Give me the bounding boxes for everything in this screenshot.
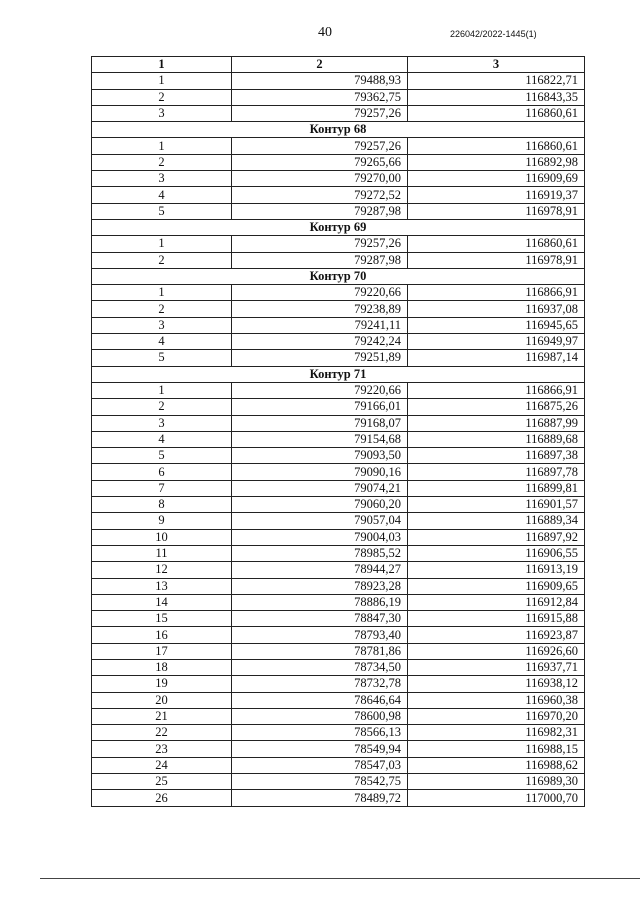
table-row <box>92 301 585 317</box>
column-header-number: 1 <box>92 57 232 73</box>
table-row <box>92 741 585 757</box>
section-label: Контур 69 <box>92 219 585 235</box>
point-number-cell: 1 <box>92 236 232 252</box>
y-coordinate-cell: 116875,26 <box>408 399 585 415</box>
point-number-cell: 5 <box>92 350 232 366</box>
point-number-cell: 24 <box>92 757 232 773</box>
table-row <box>92 757 585 773</box>
x-coordinate-cell: 79154,68 <box>232 431 408 447</box>
x-coordinate-cell: 78600,98 <box>232 708 408 724</box>
section-label: Контур 68 <box>92 122 585 138</box>
table-row <box>92 464 585 480</box>
x-coordinate-cell: 78985,52 <box>232 545 408 561</box>
document-id: 226042/2022-1445(1) <box>450 29 537 39</box>
table-row <box>92 448 585 464</box>
point-number-cell: 4 <box>92 334 232 350</box>
table-row <box>92 317 585 333</box>
point-number-cell: 25 <box>92 774 232 790</box>
point-number-cell: 1 <box>92 73 232 89</box>
x-coordinate-cell: 79090,16 <box>232 464 408 480</box>
table-row <box>92 171 585 187</box>
point-number-cell: 5 <box>92 448 232 464</box>
point-number-cell: 2 <box>92 252 232 268</box>
point-number-cell: 16 <box>92 627 232 643</box>
table-row <box>92 594 585 610</box>
point-number-cell: 2 <box>92 301 232 317</box>
footer-divider <box>40 878 640 879</box>
x-coordinate-cell: 79242,24 <box>232 334 408 350</box>
point-number-cell: 3 <box>92 105 232 121</box>
x-coordinate-cell: 78732,78 <box>232 676 408 692</box>
y-coordinate-cell: 116919,37 <box>408 187 585 203</box>
table-row <box>92 529 585 545</box>
page-number: 40 <box>318 25 332 40</box>
y-coordinate-cell: 116899,81 <box>408 480 585 496</box>
table-row <box>92 676 585 692</box>
table-row <box>92 252 585 268</box>
table-row <box>92 89 585 105</box>
y-coordinate-cell: 116887,99 <box>408 415 585 431</box>
y-coordinate-cell: 116909,65 <box>408 578 585 594</box>
y-coordinate-cell: 116989,30 <box>408 774 585 790</box>
y-coordinate-cell: 116938,12 <box>408 676 585 692</box>
y-coordinate-cell: 116978,91 <box>408 252 585 268</box>
x-coordinate-cell: 78542,75 <box>232 774 408 790</box>
x-coordinate-cell: 79220,66 <box>232 285 408 301</box>
point-number-cell: 4 <box>92 431 232 447</box>
y-coordinate-cell: 116866,91 <box>408 382 585 398</box>
point-number-cell: 3 <box>92 415 232 431</box>
x-coordinate-cell: 79166,01 <box>232 399 408 415</box>
y-coordinate-cell: 116822,71 <box>408 73 585 89</box>
point-number-cell: 19 <box>92 676 232 692</box>
point-number-cell: 1 <box>92 285 232 301</box>
point-number-cell: 9 <box>92 513 232 529</box>
y-coordinate-cell: 116987,14 <box>408 350 585 366</box>
y-coordinate-cell: 116901,57 <box>408 497 585 513</box>
table-row <box>92 480 585 496</box>
table-row <box>92 562 585 578</box>
table-body <box>92 73 585 806</box>
y-coordinate-cell: 116978,91 <box>408 203 585 219</box>
point-number-cell: 11 <box>92 545 232 561</box>
y-coordinate-cell: 116923,87 <box>408 627 585 643</box>
table-row <box>92 154 585 170</box>
point-number-cell: 3 <box>92 171 232 187</box>
y-coordinate-cell: 116889,34 <box>408 513 585 529</box>
column-header-x: 2 <box>232 57 408 73</box>
table-row <box>92 513 585 529</box>
x-coordinate-cell: 79074,21 <box>232 480 408 496</box>
point-number-cell: 7 <box>92 480 232 496</box>
point-number-cell: 13 <box>92 578 232 594</box>
x-coordinate-cell: 79272,52 <box>232 187 408 203</box>
table-row <box>92 187 585 203</box>
point-number-cell: 14 <box>92 594 232 610</box>
y-coordinate-cell: 116866,91 <box>408 285 585 301</box>
x-coordinate-cell: 79257,26 <box>232 105 408 121</box>
table-row <box>92 774 585 790</box>
x-coordinate-cell: 79257,26 <box>232 236 408 252</box>
table-row <box>92 285 585 301</box>
x-coordinate-cell: 79287,98 <box>232 203 408 219</box>
table-row <box>92 399 585 415</box>
coordinates-table <box>91 56 585 807</box>
x-coordinate-cell: 79241,11 <box>232 317 408 333</box>
section-header-row <box>92 122 585 138</box>
x-coordinate-cell: 78944,27 <box>232 562 408 578</box>
table-row <box>92 236 585 252</box>
x-coordinate-cell: 78646,64 <box>232 692 408 708</box>
table-row <box>92 415 585 431</box>
section-label: Контур 70 <box>92 268 585 284</box>
x-coordinate-cell: 78566,13 <box>232 725 408 741</box>
y-coordinate-cell: 116892,98 <box>408 154 585 170</box>
x-coordinate-cell: 79257,26 <box>232 138 408 154</box>
y-coordinate-cell: 116988,62 <box>408 757 585 773</box>
table-row <box>92 545 585 561</box>
x-coordinate-cell: 79168,07 <box>232 415 408 431</box>
table-row <box>92 203 585 219</box>
table-row <box>92 627 585 643</box>
y-coordinate-cell: 116860,61 <box>408 236 585 252</box>
x-coordinate-cell: 78781,86 <box>232 643 408 659</box>
y-coordinate-cell: 116860,61 <box>408 105 585 121</box>
y-coordinate-cell: 116897,38 <box>408 448 585 464</box>
table-row <box>92 725 585 741</box>
y-coordinate-cell: 116926,60 <box>408 643 585 659</box>
section-header-row <box>92 268 585 284</box>
x-coordinate-cell: 79362,75 <box>232 89 408 105</box>
x-coordinate-cell: 78547,03 <box>232 757 408 773</box>
point-number-cell: 26 <box>92 790 232 806</box>
y-coordinate-cell: 116909,69 <box>408 171 585 187</box>
x-coordinate-cell: 78734,50 <box>232 659 408 675</box>
table-row <box>92 790 585 806</box>
x-coordinate-cell: 79093,50 <box>232 448 408 464</box>
point-number-cell: 20 <box>92 692 232 708</box>
x-coordinate-cell: 79251,89 <box>232 350 408 366</box>
table-row <box>92 431 585 447</box>
x-coordinate-cell: 78489,72 <box>232 790 408 806</box>
section-header-row <box>92 219 585 235</box>
point-number-cell: 8 <box>92 497 232 513</box>
point-number-cell: 10 <box>92 529 232 545</box>
table-row <box>92 350 585 366</box>
table-row <box>92 611 585 627</box>
y-coordinate-cell: 116906,55 <box>408 545 585 561</box>
y-coordinate-cell: 116912,84 <box>408 594 585 610</box>
y-coordinate-cell: 116913,19 <box>408 562 585 578</box>
x-coordinate-cell: 78793,40 <box>232 627 408 643</box>
table-row <box>92 334 585 350</box>
point-number-cell: 3 <box>92 317 232 333</box>
table-row <box>92 708 585 724</box>
point-number-cell: 17 <box>92 643 232 659</box>
point-number-cell: 15 <box>92 611 232 627</box>
point-number-cell: 1 <box>92 382 232 398</box>
x-coordinate-cell: 78847,30 <box>232 611 408 627</box>
x-coordinate-cell: 78923,28 <box>232 578 408 594</box>
table-row <box>92 692 585 708</box>
x-coordinate-cell: 79060,20 <box>232 497 408 513</box>
y-coordinate-cell: 116889,68 <box>408 431 585 447</box>
y-coordinate-cell: 116860,61 <box>408 138 585 154</box>
y-coordinate-cell: 116937,08 <box>408 301 585 317</box>
table-row <box>92 497 585 513</box>
point-number-cell: 2 <box>92 89 232 105</box>
x-coordinate-cell: 79238,89 <box>232 301 408 317</box>
y-coordinate-cell: 116970,20 <box>408 708 585 724</box>
x-coordinate-cell: 79220,66 <box>232 382 408 398</box>
x-coordinate-cell: 79004,03 <box>232 529 408 545</box>
table-row <box>92 643 585 659</box>
y-coordinate-cell: 116843,35 <box>408 89 585 105</box>
y-coordinate-cell: 116945,65 <box>408 317 585 333</box>
x-coordinate-cell: 79265,66 <box>232 154 408 170</box>
y-coordinate-cell: 116897,92 <box>408 529 585 545</box>
y-coordinate-cell: 116960,38 <box>408 692 585 708</box>
column-header-y: 3 <box>408 57 585 73</box>
y-coordinate-cell: 116949,97 <box>408 334 585 350</box>
point-number-cell: 2 <box>92 154 232 170</box>
y-coordinate-cell: 116982,31 <box>408 725 585 741</box>
y-coordinate-cell: 116937,71 <box>408 659 585 675</box>
point-number-cell: 23 <box>92 741 232 757</box>
x-coordinate-cell: 78886,19 <box>232 594 408 610</box>
point-number-cell: 18 <box>92 659 232 675</box>
point-number-cell: 21 <box>92 708 232 724</box>
y-coordinate-cell: 116915,88 <box>408 611 585 627</box>
y-coordinate-cell: 117000,70 <box>408 790 585 806</box>
table-header-row <box>92 57 585 73</box>
table-row <box>92 73 585 89</box>
x-coordinate-cell: 78549,94 <box>232 741 408 757</box>
point-number-cell: 22 <box>92 725 232 741</box>
point-number-cell: 6 <box>92 464 232 480</box>
x-coordinate-cell: 79287,98 <box>232 252 408 268</box>
table-row <box>92 578 585 594</box>
point-number-cell: 5 <box>92 203 232 219</box>
y-coordinate-cell: 116988,15 <box>408 741 585 757</box>
point-number-cell: 4 <box>92 187 232 203</box>
x-coordinate-cell: 79488,93 <box>232 73 408 89</box>
table-row <box>92 138 585 154</box>
section-label: Контур 71 <box>92 366 585 382</box>
x-coordinate-cell: 79057,04 <box>232 513 408 529</box>
table-row <box>92 105 585 121</box>
point-number-cell: 12 <box>92 562 232 578</box>
x-coordinate-cell: 79270,00 <box>232 171 408 187</box>
y-coordinate-cell: 116897,78 <box>408 464 585 480</box>
table-row <box>92 382 585 398</box>
table-row <box>92 659 585 675</box>
point-number-cell: 1 <box>92 138 232 154</box>
point-number-cell: 2 <box>92 399 232 415</box>
section-header-row <box>92 366 585 382</box>
